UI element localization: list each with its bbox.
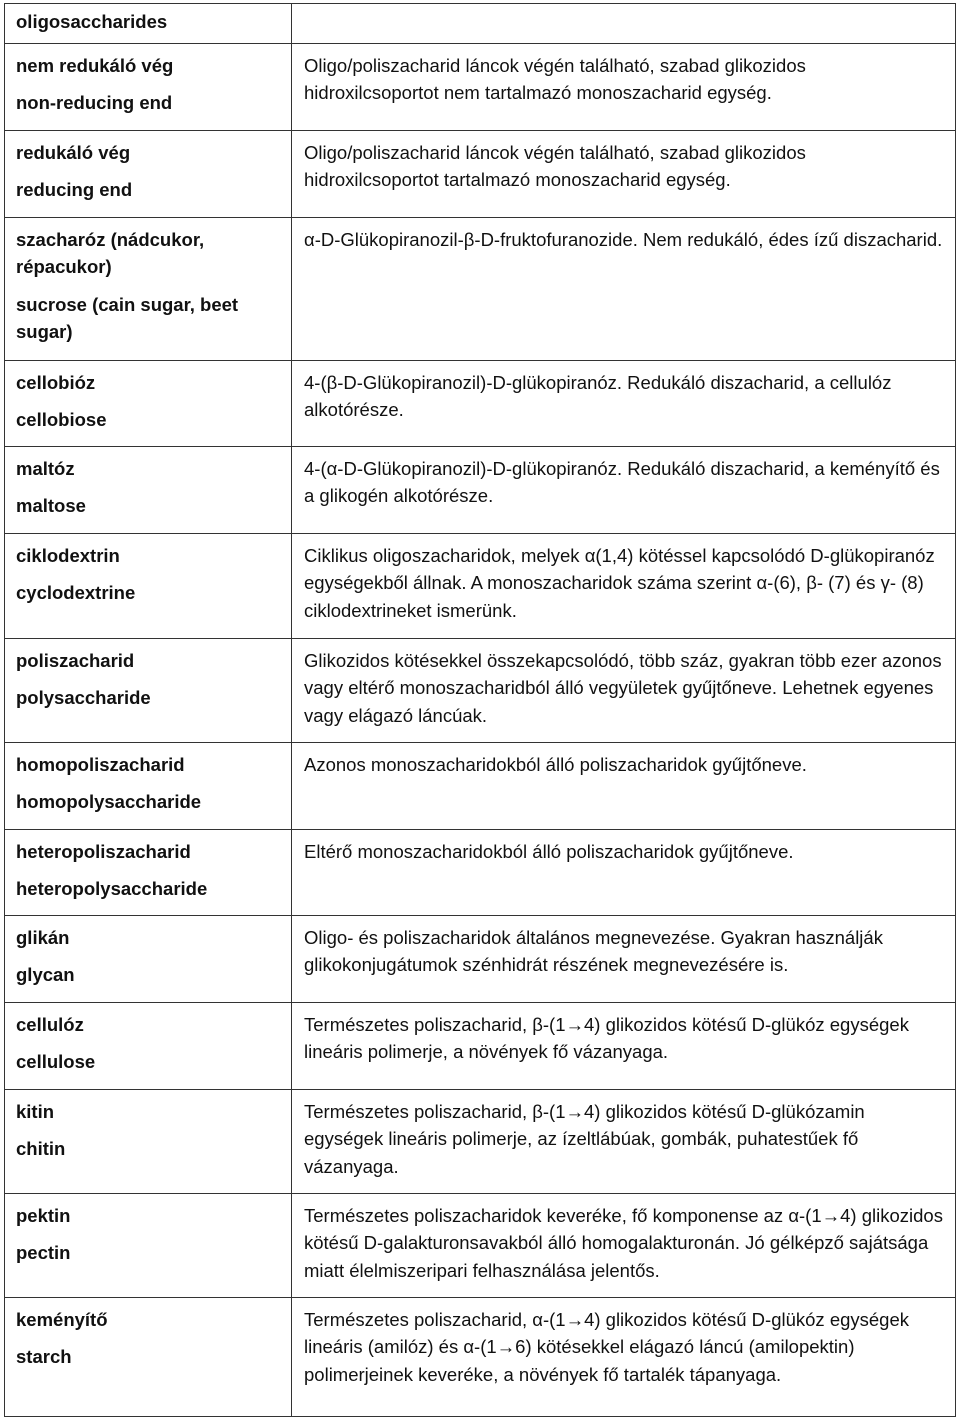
term-english: maltose: [16, 495, 86, 516]
term-english: cyclodextrine: [16, 582, 136, 603]
term-hungarian: szacharóz (nádcukor, répacukor): [16, 228, 205, 277]
definition-cell: [292, 915, 956, 1002]
term-hungarian: pektin: [16, 1204, 71, 1226]
term-cell: [5, 638, 292, 742]
definition-text: 4-(α-D-Glükopiranozil)-D-glükopiranóz. Redukáló diszacharid, a keményítő és a glikogén alkotórésze.: [304, 457, 940, 506]
definition-cell: [292, 1002, 956, 1089]
definition-text: Glikozidos kötésekkel összekapcsolódó, több száz, gyakran több ezer azonos vagy eltérő monoszacharidból álló vegyületek gyűjtőneve. Lehetnek egyenes vagy elágazó láncúak.: [304, 649, 942, 726]
table-row: [5, 360, 956, 446]
definition-cell: [292, 43, 956, 130]
table-row: [5, 1002, 956, 1089]
term-cell: [5, 360, 292, 446]
term-hungarian: homopoliszacharid: [16, 753, 185, 775]
definition-cell: [292, 446, 956, 533]
term-english: oligosaccharides: [16, 11, 168, 32]
definition-cell: [292, 742, 956, 829]
term-english: reducing end: [16, 179, 133, 200]
definition-cell: [292, 1297, 956, 1416]
term-cell: [5, 130, 292, 217]
term-cell: [5, 1089, 292, 1193]
glossary-table: [4, 3, 956, 1417]
term-cell: [5, 742, 292, 829]
definition-text: Természetes poliszacharid, β-(1→4) glikozidos kötésű D-glükózamin egységek lineáris polimerje, az ízeltlábúak, gombák, puhatestűek fő vázanyaga.: [304, 1100, 865, 1177]
term-cell: [5, 533, 292, 638]
definition-text: Azonos monoszacharidokból álló poliszacharidok gyűjtőneve.: [304, 753, 807, 775]
term-english: non-reducing end: [16, 92, 173, 113]
term-hungarian: cellobióz: [16, 371, 96, 393]
term-english: glycan: [16, 964, 75, 985]
definition-text: Oligo/poliszacharid láncok végén található, szabad glikozidos hidroxilcsoportot nem tartalmazó monoszacharid egység.: [304, 54, 806, 103]
table-row: [5, 1089, 956, 1193]
term-hungarian: heteropoliszacharid: [16, 840, 191, 862]
term-english: sucrose (cain sugar, beet sugar): [16, 293, 239, 342]
term-cell: [5, 1297, 292, 1416]
definition-cell: [292, 533, 956, 638]
term-english: cellulose: [16, 1051, 96, 1072]
term-cell: [5, 1193, 292, 1297]
term-cell: [5, 217, 292, 360]
definition-cell: [292, 217, 956, 360]
definition-text: Természetes poliszacharidok keveréke, fő komponense az α-(1→4) glikozidos kötésű D-galakturonsavakból álló homogalakturonán. Jó gélképző sajátsága miatt élelmiszeripari felhasználása jelentős.: [304, 1204, 943, 1281]
definition-cell: [292, 1089, 956, 1193]
term-english: chitin: [16, 1138, 66, 1159]
table-row: [5, 829, 956, 915]
term-hungarian: kitin: [16, 1100, 55, 1122]
table-row: [5, 1193, 956, 1297]
term-cell: [5, 4, 292, 44]
table-row: [5, 130, 956, 217]
definition-cell: [292, 4, 956, 44]
term-hungarian: poliszacharid: [16, 649, 135, 671]
term-hungarian: nem redukáló vég: [16, 54, 174, 76]
definition-cell: [292, 360, 956, 446]
term-hungarian: maltóz: [16, 457, 75, 479]
definition-text: Természetes poliszacharid, β-(1→4) glikozidos kötésű D-glükóz egységek lineáris polimerje, a növények fő vázanyaga.: [304, 1013, 909, 1062]
term-english: starch: [16, 1346, 72, 1367]
term-english: heteropolysaccharide: [16, 878, 208, 899]
definition-cell: [292, 130, 956, 217]
term-english: pectin: [16, 1242, 71, 1263]
definition-cell: [292, 829, 956, 915]
definition-text: Természetes poliszacharid, α-(1→4) glikozidos kötésű D-glükóz egységek lineáris (amilóz) és α-(1→6) kötésekkel elágazó láncú (amilopektin) polimerjeinek keveréke, a növények fő tartalék tápanyaga.: [304, 1308, 910, 1385]
definition-text: Ciklikus oligoszacharidok, melyek α(1,4) kötéssel kapcsolódó D-glükopiranóz egységekből állnak. A monoszacharidok száma szerint α-(6), β- (7) és γ- (8) ciklodextrineket ismerünk.: [304, 544, 935, 621]
term-english: homopolysaccharide: [16, 791, 202, 812]
definition-text: Eltérő monoszacharidokból álló poliszacharidok gyűjtőneve.: [304, 840, 794, 862]
term-hungarian: glikán: [16, 926, 70, 948]
table-row: [5, 742, 956, 829]
term-cell: [5, 1002, 292, 1089]
table-row: [5, 43, 956, 130]
definition-cell: [292, 1193, 956, 1297]
term-hungarian: ciklodextrin: [16, 544, 120, 566]
table-row: [5, 638, 956, 742]
table-row: [5, 446, 956, 533]
term-cell: [5, 446, 292, 533]
term-english: polysaccharide: [16, 687, 151, 708]
definition-text: Oligo/poliszacharid láncok végén található, szabad glikozidos hidroxilcsoportot tartalmazó monoszacharid egység.: [304, 141, 806, 190]
term-cell: [5, 829, 292, 915]
definition-text: Oligo- és poliszacharidok általános megnevezése. Gyakran használják glikokonjugátumok szénhidrát részének megnevezésére is.: [304, 926, 883, 975]
table-row: [5, 533, 956, 638]
table-row: [5, 217, 956, 360]
table-row: [5, 1297, 956, 1416]
term-english: cellobiose: [16, 409, 107, 430]
glossary-table-body: [5, 4, 956, 1417]
definition-cell: [292, 638, 956, 742]
term-hungarian: redukáló vég: [16, 141, 131, 163]
term-cell: [5, 43, 292, 130]
term-hungarian: keményítő: [16, 1308, 108, 1330]
definition-text: α-D-Glükopiranozil-β-D-fruktofuranozide. Nem redukáló, édes ízű diszacharid.: [304, 228, 943, 250]
term-cell: [5, 915, 292, 1002]
table-row: [5, 4, 956, 44]
table-row: [5, 915, 956, 1002]
definition-text: 4-(β-D-Glükopiranozil)-D-glükopiranóz. Redukáló diszacharid, a cellulóz alkotórésze.: [304, 371, 892, 420]
term-hungarian: cellulóz: [16, 1013, 84, 1035]
